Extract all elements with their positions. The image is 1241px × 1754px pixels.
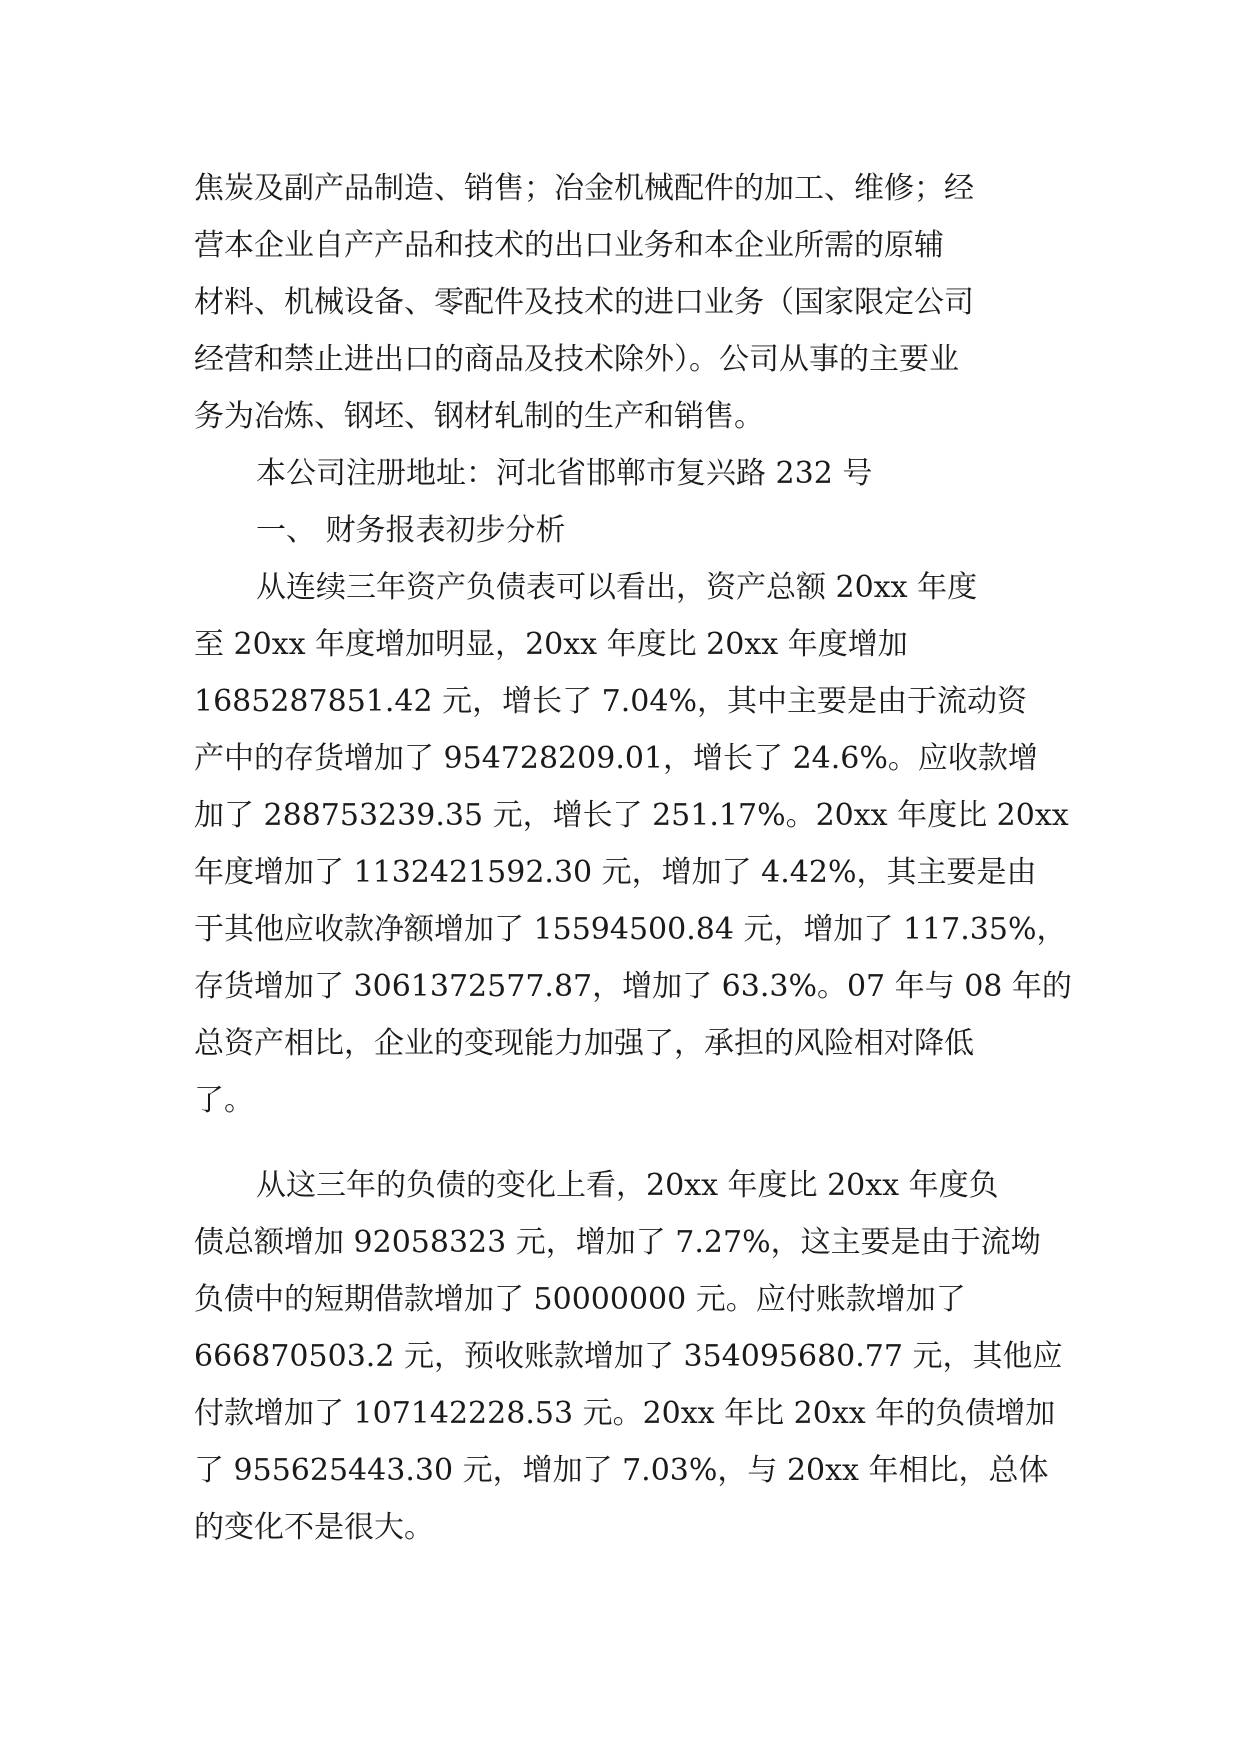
text-line: 经营和禁止进出口的商品及技术除外）。公司从事的主要业 (194, 342, 959, 377)
text-line: 666870503.2 元，预收账款增加了 354095680.77 元，其他应 (194, 1339, 1063, 1374)
text-line: 焦炭及副产品制造、销售；冶金机械配件的加工、维修；经 (194, 171, 974, 206)
text-line: 于其他应收款净额增加了 15594500.84 元，增加了 117.35%， (194, 912, 1067, 947)
registered-address: 本公司注册地址：河北省邯郸市复兴路 232 号 (256, 456, 873, 491)
text-line: 加了 288753239.35 元，增长了 251.17%。20xx 年度比 20xx (194, 798, 1069, 833)
document-body (194, 160, 1072, 1556)
section-heading: 一、 财务报表初步分析 (256, 513, 566, 548)
text-line: 了。 (194, 1083, 254, 1118)
business-scope-paragraph (194, 160, 1054, 445)
text-line: 的变化不是很大。 (194, 1510, 434, 1545)
text-line: 总资产相比，企业的变现能力加强了，承担的风险相对降低 (194, 1026, 974, 1061)
text-line: 至 20xx 年度增加明显，20xx 年度比 20xx 年度增加 (194, 627, 908, 662)
text-line: 从这三年的负债的变化上看，20xx 年度比 20xx 年度负 (256, 1168, 999, 1203)
assets-analysis-paragraph (194, 559, 1072, 1129)
text-line: 营本企业自产产品和技术的出口业务和本企业所需的原辅 (194, 228, 944, 263)
text-line: 务为冶炼、钢坯、钢材轧制的生产和销售。 (194, 399, 764, 434)
text-line: 1685287851.42 元，增长了 7.04%，其中主要是由于流动资 (194, 684, 1027, 719)
text-line: 年度增加了 1132421592.30 元，增加了 4.42%，其主要是由 (194, 855, 1037, 890)
paragraph-gap (194, 1129, 1054, 1157)
text-line: 从连续三年资产负债表可以看出，资产总额 20xx 年度 (256, 570, 978, 605)
text-line: 材料、机械设备、零配件及技术的进口业务（国家限定公司 (194, 285, 974, 320)
text-line: 付款增加了 107142228.53 元。20xx 年比 20xx 年的负债增加 (194, 1396, 1056, 1431)
text-line: 存货增加了 3061372577.87，增加了 63.3%。07 年与 08 年的 (194, 969, 1072, 1004)
liabilities-analysis-paragraph (194, 1157, 1063, 1556)
text-line: 了 955625443.30 元，增加了 7.03%，与 20xx 年相比，总体 (194, 1453, 1049, 1488)
text-line: 负债中的短期借款增加了 50000000 元。应付账款增加了 (194, 1282, 966, 1317)
text-line: 产中的存货增加了 954728209.01，增长了 24.6%。应收款增 (194, 741, 1038, 776)
text-line: 债总额增加 92058323 元，增加了 7.27%，这主要是由于流坳 (194, 1225, 1041, 1260)
